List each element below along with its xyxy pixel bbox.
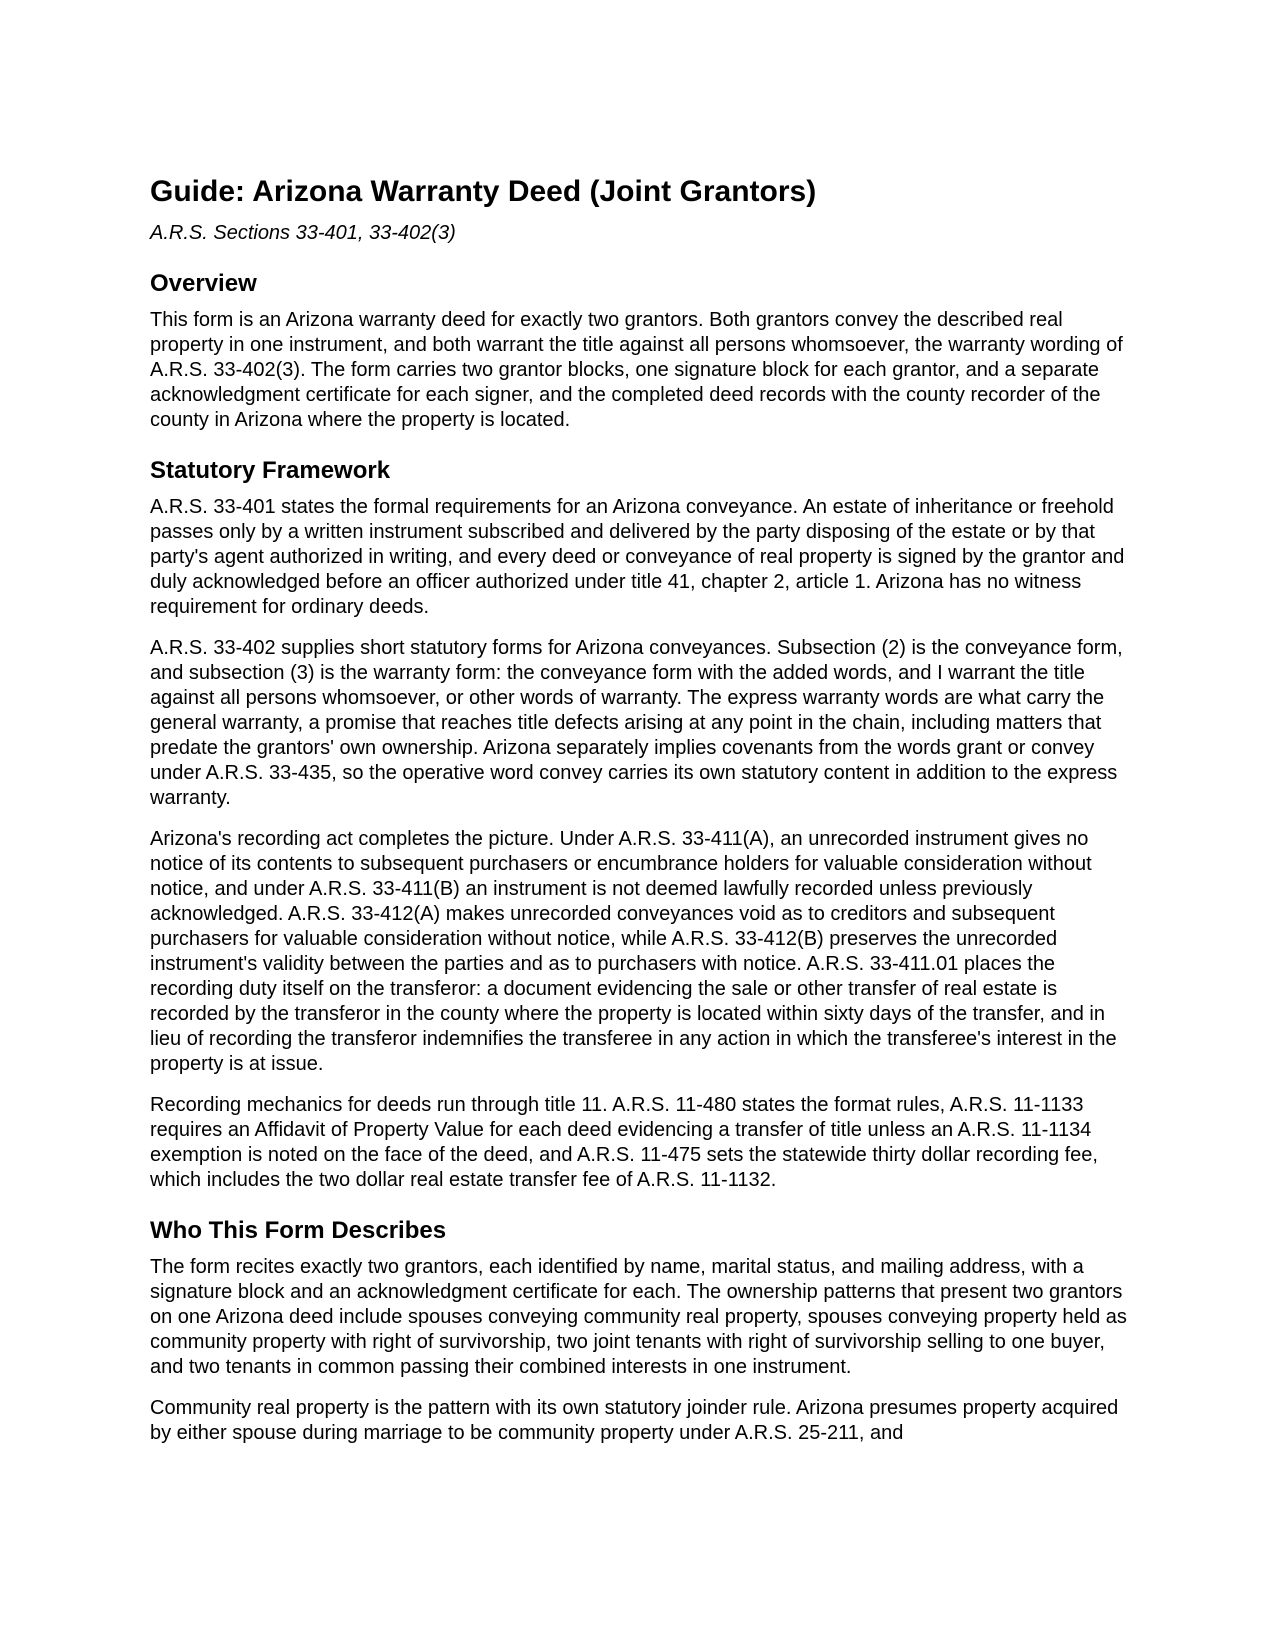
- section-heading: Statutory Framework: [150, 457, 391, 484]
- paragraph: A.R.S. 33-401 states the formal requirements for an Arizona conveyance. An estate of inheritance or freehold passes only by a written instrument subscribed and delivered by the party disposing of the estate or by that party's agent authorized in writing, and every deed or conveyance of real property is signed by the grantor and duly acknowledged before an officer authorized under title 41, chapter 2, article 1. Arizona has no witness requirement for ordinary deeds.: [150, 496, 1125, 618]
- section-statutory-framework: [150, 455, 1128, 1193]
- section-overview: [150, 268, 1128, 433]
- paragraph: This form is an Arizona warranty deed for exactly two grantors. Both grantors convey the described real property in one instrument, and both warrant the title against all persons whomsoever, the warranty wording of A.R.S. 33-402(3). The form carries two grantor blocks, one signature block for each grantor, and a separate acknowledgment certificate for each signer, and the completed deed records with the county recorder of the county in Arizona where the property is located.: [150, 309, 1123, 431]
- statute-citation: A.R.S. Sections 33-401, 33-402(3): [150, 222, 456, 244]
- paragraph: Recording mechanics for deeds run through title 11. A.R.S. 11-480 states the format rules, A.R.S. 11-1133 requires an Affidavit of Property Value for each deed evidencing a transfer of title unless an A.R.S. 11-1134 exemption is noted on the face of the deed, and A.R.S. 11-475 sets the statewide thirty dollar recording fee, which includes the two dollar real estate transfer fee of A.R.S. 11-1132.: [150, 1094, 1098, 1191]
- paragraph: The form recites exactly two grantors, each identified by name, marital status, and mailing address, with a signature block and an acknowledgment certificate for each. The ownership patterns that present two grantors on one Arizona deed include spouses conveying community real property, spouses conveying property held as community property with right of survivorship, two joint tenants with right of survivorship selling to one buyer, and two tenants in common passing their combined interests in one instrument.: [150, 1256, 1127, 1378]
- paragraph: A.R.S. 33-402 supplies short statutory forms for Arizona conveyances. Subsection (2) is the conveyance form, and subsection (3) is the warranty form: the conveyance form with the added words, and I warrant the title against all persons whomsoever, or other words of warranty. The express warranty words are what carry the general warranty, a promise that reaches title defects arising at any point in the chain, including matters that predate the grantors' own ownership. Arizona separately implies covenants from the words grant or convey under A.R.S. 33-435, so the operative word convey carries its own statutory content in addition to the express warranty.: [150, 637, 1123, 809]
- paragraph: Arizona's recording act completes the picture. Under A.R.S. 33-411(A), an unrecorded instrument gives no notice of its contents to subsequent purchasers or encumbrance holders for valuable consideration without notice, and under A.R.S. 33-411(B) an instrument is not deemed lawfully recorded unless previously acknowledged. A.R.S. 33-412(A) makes unrecorded conveyances void as to creditors and subsequent purchasers for valuable consideration without notice, while A.R.S. 33-412(B) preserves the unrecorded instrument's validity between the parties and as to purchasers with notice. A.R.S. 33-411.01 places the recording duty itself on the transferor: a document evidencing the sale or other transfer of real estate is recorded by the transferor in the county where the property is located within sixty days of the transfer, and in lieu of recording the transferor indemnifies the transferee in any action in which the transferee's interest in the property is at issue.: [150, 828, 1117, 1075]
- section-heading: Who This Form Describes: [150, 1217, 447, 1244]
- page-title: Guide: Arizona Warranty Deed (Joint Grantors): [150, 175, 817, 208]
- section-heading: Overview: [150, 270, 257, 297]
- document-page: [150, 172, 1128, 1446]
- section-who-this-form-describes: [150, 1215, 1128, 1446]
- paragraph: Community real property is the pattern with its own statutory joinder rule. Arizona presumes property acquired by either spouse during marriage to be community property under A.R.S. 25-211, and: [150, 1397, 1119, 1444]
